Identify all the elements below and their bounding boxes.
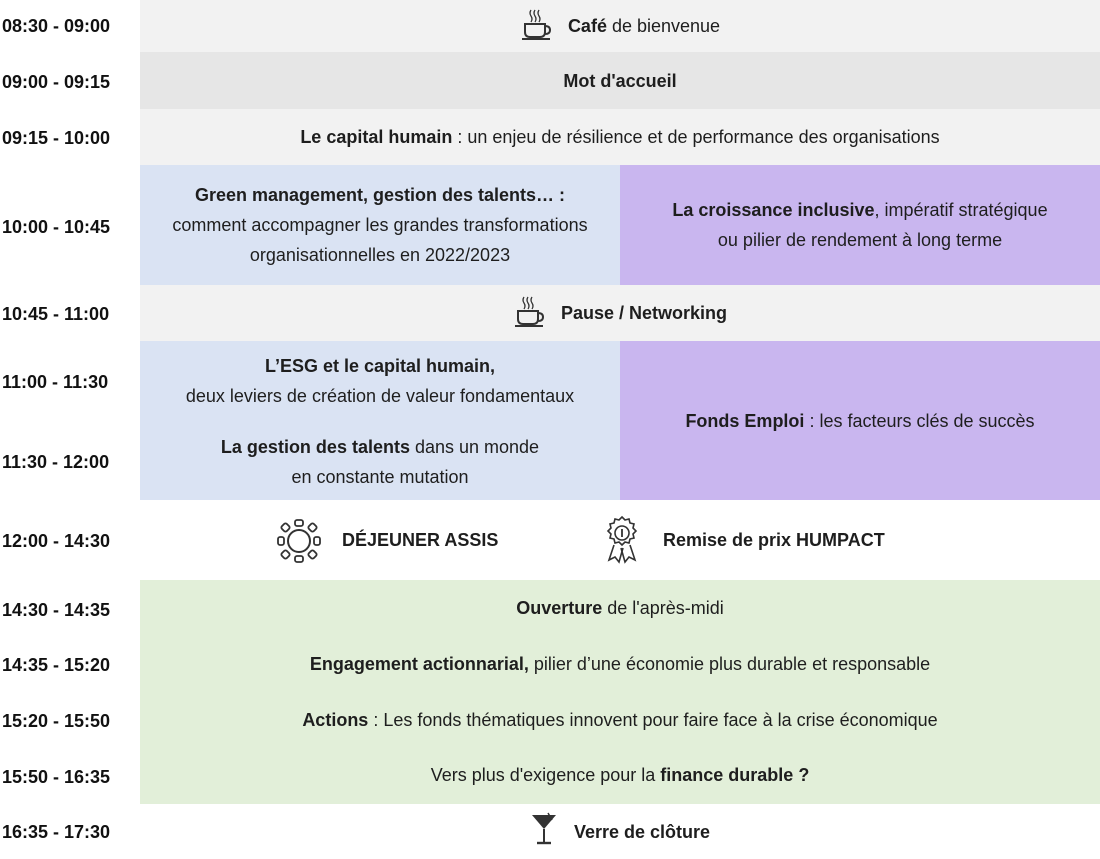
session-title: DÉJEUNER ASSIS: [342, 530, 499, 550]
award-ribbon-icon: [601, 514, 643, 569]
session-verre: [140, 804, 1100, 859]
session-esg: [140, 351, 620, 411]
time-slot: 08:30 - 09:00: [2, 16, 111, 36]
session-desc: de bienvenue: [606, 16, 721, 36]
session-title: L’ESG et le capital humain,: [264, 356, 496, 376]
time-slot: 14:35 - 15:20: [2, 655, 111, 675]
time-slot: 11:00 - 11:30: [2, 372, 109, 392]
session-title: Green management, gestion des talents… :: [194, 185, 566, 205]
session-desc: organisationnelles en 2022/2023: [249, 245, 511, 265]
session-desc: deux leviers de création de valeur fondamentaux: [185, 386, 575, 406]
session-desc: ou pilier de rendement à long terme: [717, 230, 1003, 250]
time-slot: 10:00 - 10:45: [2, 217, 111, 237]
time-slot: 14:30 - 14:35: [2, 600, 111, 620]
time-slot: 16:35 - 17:30: [2, 822, 111, 842]
time-slot: 15:50 - 16:35: [2, 767, 111, 787]
session-desc: de l'après-midi: [602, 598, 724, 618]
time-slot: 10:45 - 11:00: [2, 304, 110, 324]
coffee-cup-icon: [513, 294, 547, 333]
session-title: Fonds Emploi: [685, 410, 805, 431]
session-actions: [140, 705, 1100, 735]
session-title: Actions: [302, 710, 369, 730]
session-pause: [140, 285, 1100, 341]
session-accueil: [140, 52, 1100, 109]
session-title: Pause / Networking: [560, 303, 728, 323]
session-title: Remise de prix HUMPACT: [663, 530, 885, 550]
session-talents: [140, 432, 620, 492]
session-capital-humain: [140, 109, 1100, 165]
session-title: La gestion des talents: [220, 437, 410, 457]
coffee-cup-icon: [520, 7, 554, 46]
time-slot: 09:15 - 10:00: [2, 128, 111, 148]
session-desc: comment accompagner les grandes transformations: [172, 215, 588, 235]
session-desc: : un enjeu de résilience et de performance des organisations: [452, 127, 940, 147]
session-block-esg-talents: [140, 341, 620, 500]
cocktail-glass-icon: [530, 812, 558, 851]
session-engagement: [140, 649, 1100, 679]
session-title: Mot d'accueil: [563, 70, 677, 91]
session-finance-durable: [140, 760, 1100, 790]
session-desc: : Les fonds thématiques innovent pour faire face à la crise économique: [368, 710, 938, 730]
session-fonds-emploi: [620, 341, 1100, 500]
time-slot: 15:20 - 15:50: [2, 711, 111, 731]
session-title: Café: [567, 16, 607, 36]
session-title: Engagement actionnarial,: [309, 654, 529, 674]
session-desc: pilier d’une économie plus durable et responsable: [528, 654, 931, 674]
time-slot: 11:30 - 12:00: [2, 452, 110, 472]
afternoon-block: [140, 580, 1100, 804]
session-desc: , impératif stratégique: [874, 200, 1048, 220]
time-slot: 12:00 - 14:30: [2, 531, 111, 551]
session-cafe: [140, 0, 1100, 52]
session-desc: dans un monde: [409, 437, 540, 457]
session-title: Ouverture: [516, 598, 603, 618]
session-desc: Vers plus d'exigence pour la: [430, 765, 661, 785]
session-croissance-inclusive: [620, 165, 1100, 285]
session-title: Verre de clôture: [573, 821, 711, 842]
session-ouverture: [140, 593, 1100, 623]
session-title: La croissance inclusive: [672, 200, 875, 220]
session-title: finance durable ?: [660, 765, 810, 785]
session-lunch-row: [140, 500, 1100, 580]
session-desc: en constante mutation: [291, 467, 469, 487]
dining-table-icon: [276, 518, 322, 569]
time-slot: 09:00 - 09:15: [2, 72, 111, 92]
session-green-management: [140, 165, 620, 285]
session-title: Le capital humain: [300, 127, 453, 147]
session-desc: : les facteurs clés de succès: [804, 410, 1035, 431]
